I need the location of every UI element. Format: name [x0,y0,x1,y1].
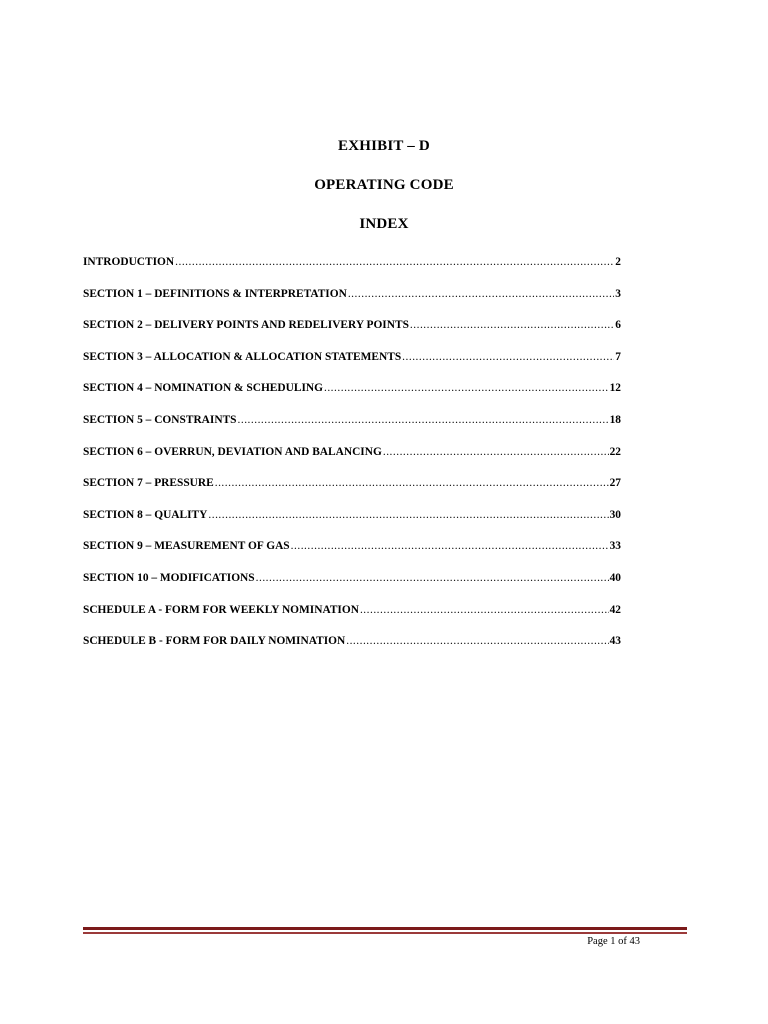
toc-entry-title: SECTION 7 – PRESSURE [83,477,214,490]
toc-entry[interactable] [83,351,621,383]
page-number: Page 1 of 43 [587,936,640,947]
footer-rule [83,927,687,936]
toc-entry-page: 12 [609,382,621,395]
footer-rule-thick [83,927,687,930]
toc-dot-leader [324,382,609,394]
toc-dot-leader [208,509,608,521]
exhibit-heading: EXHIBIT – D [338,138,430,154]
table-of-contents [83,256,621,667]
toc-entry[interactable] [83,414,621,446]
toc-entry-page: 2 [615,256,621,268]
toc-dot-leader [215,477,609,489]
toc-entry-page: 22 [609,445,621,458]
toc-dot-leader [383,446,609,458]
toc-entry-title: SECTION 6 – OVERRUN, DEVIATION AND BALANCING [83,445,382,458]
toc-entry-page: 6 [615,319,621,332]
toc-entry-page: 40 [609,571,621,584]
operating-code-heading: OPERATING CODE [314,177,454,193]
toc-entry-page: 27 [609,477,621,490]
toc-entry[interactable] [83,256,621,288]
toc-dot-leader [256,572,609,584]
toc-entry[interactable] [83,382,621,414]
toc-entry-page: 7 [615,350,621,363]
toc-entry-title: SECTION 2 – DELIVERY POINTS AND REDELIVERY POINTS [83,319,409,332]
toc-entry[interactable] [83,446,621,478]
toc-dot-leader [238,414,609,426]
toc-dot-leader [360,604,609,616]
toc-entry-page: 43 [609,635,621,648]
toc-entry-page: 18 [609,413,621,426]
toc-entry-page: 33 [609,540,621,553]
toc-entry-title: SECTION 5 – CONSTRAINTS [83,413,237,426]
toc-entry-title: SCHEDULE A - FORM FOR WEEKLY NOMINATION [83,603,359,616]
toc-dot-leader [402,351,614,363]
toc-entry-title: SCHEDULE B - FORM FOR DAILY NOMINATION [83,635,346,648]
toc-entry[interactable] [83,635,621,667]
toc-entry[interactable] [83,509,621,541]
toc-entry-title: SECTION 3 – ALLOCATION & ALLOCATION STATEMENTS [83,350,402,363]
toc-entry[interactable] [83,540,621,572]
toc-entry-title: SECTION 4 – NOMINATION & SCHEDULING [83,382,323,395]
toc-entry-page: 3 [615,287,621,300]
toc-entry-title: INTRODUCTION [83,256,175,268]
toc-entry[interactable] [83,604,621,636]
footer-rule-thin [83,932,687,934]
toc-entry-page: 42 [609,603,621,616]
toc-dot-leader [410,319,614,331]
toc-entry[interactable] [83,572,621,604]
toc-entry[interactable] [83,288,621,320]
toc-entry-title: SECTION 8 – QUALITY [83,508,208,521]
toc-dot-leader [291,540,609,552]
toc-entry-title: SECTION 9 – MEASUREMENT OF GAS [83,540,290,553]
toc-entry-page: 30 [609,508,621,521]
toc-dot-leader [175,256,614,268]
toc-dot-leader [348,288,614,300]
toc-entry[interactable] [83,477,621,509]
index-heading: INDEX [359,216,409,232]
toc-entry-title: SECTION 1 – DEFINITIONS & INTERPRETATION [83,287,347,300]
toc-entry[interactable] [83,319,621,351]
toc-dot-leader [346,635,608,647]
toc-entry-title: SECTION 10 – MODIFICATIONS [83,571,255,584]
